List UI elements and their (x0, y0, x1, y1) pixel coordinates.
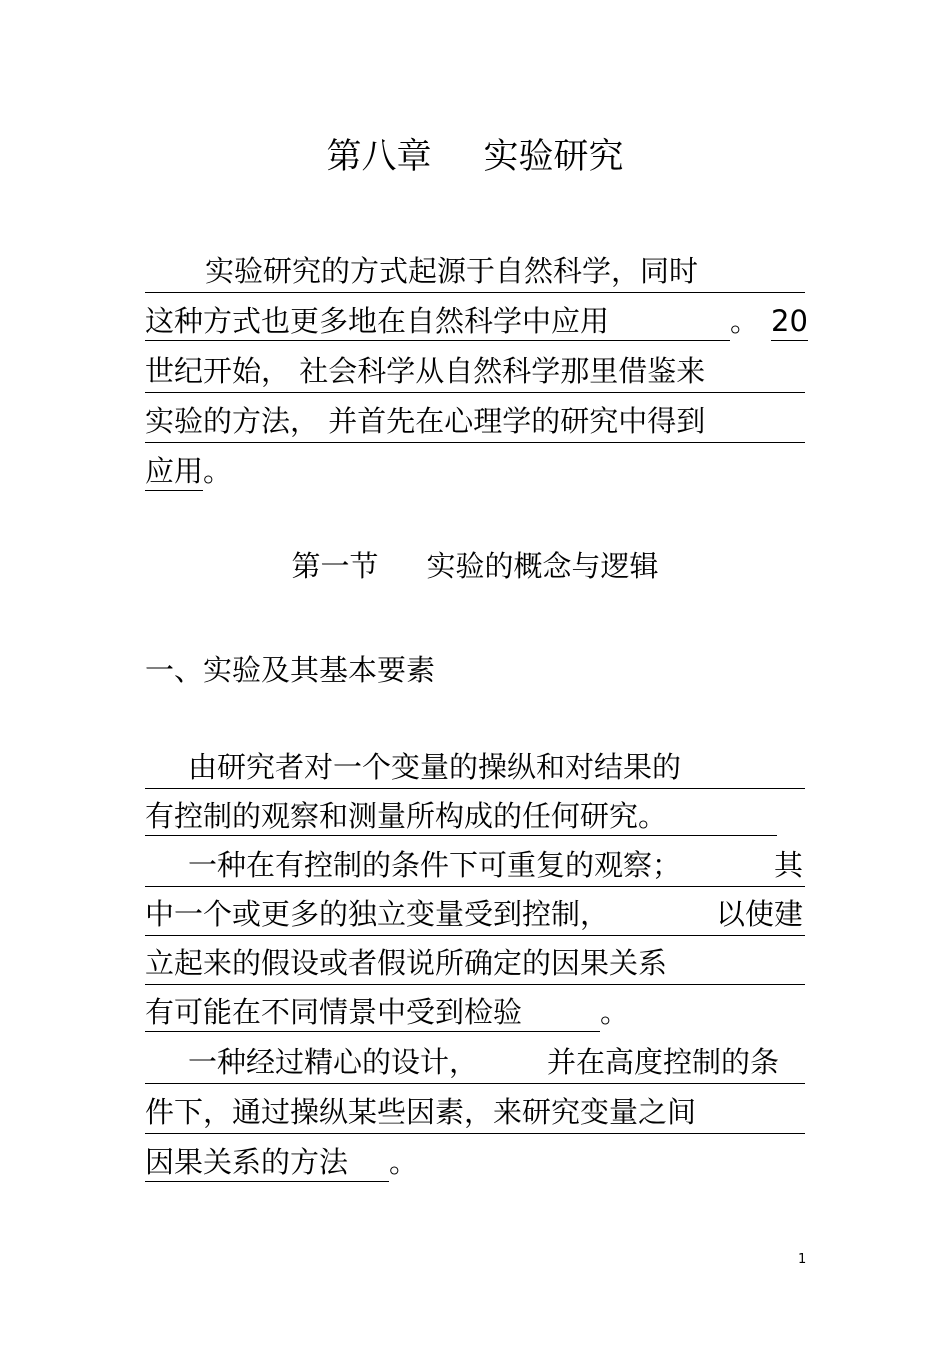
definition-line-7: 一种经过精心的设计， 并在高度控制的条 (145, 1043, 805, 1084)
subheading: 一、实验及其基本要素 (145, 653, 436, 687)
definition-line-4: 中一个或更多的独立变量受到控制， 以使建 (145, 895, 805, 936)
definition-line-1: 由研究者对一个变量的操纵和对结果的 (145, 748, 805, 789)
intro-line-2: 这种方式也更多地在自然科学中应用 。 20 (145, 302, 805, 342)
section-name: 实验的概念与逻辑 (426, 549, 659, 583)
chapter-number: 第八章 (326, 137, 432, 177)
intro-line-5: 应用。 (145, 452, 805, 492)
page-number: 1 (798, 1252, 807, 1267)
intro-line-3: 世纪开始， 社会科学从自然科学那里借鉴来 (145, 352, 805, 393)
chapter-name: 实验研究 (483, 137, 624, 177)
definition-line-3: 一种在有控制的条件下可重复的观察； 其 (145, 846, 805, 887)
definition-line-8: 件下，通过操纵某些因素，来研究变量之间 (145, 1093, 805, 1134)
definition-line-6: 有可能在不同情景中受到检验 。 (145, 993, 805, 1033)
intro-line-1: 实验研究的方式起源于自然科学，同时 (145, 252, 805, 293)
definition-line-9: 因果关系的方法 。 (145, 1143, 805, 1183)
section-title (0, 544, 950, 588)
section-number: 第一节 (291, 549, 379, 583)
definition-line-2: 有控制的观察和测量所构成的任何研究。 (145, 797, 805, 837)
chapter-title (0, 133, 950, 181)
definition-line-5: 立起来的假设或者假说所确定的因果关系 (145, 944, 805, 985)
intro-line-4: 实验的方法， 并首先在心理学的研究中得到 (145, 402, 805, 443)
